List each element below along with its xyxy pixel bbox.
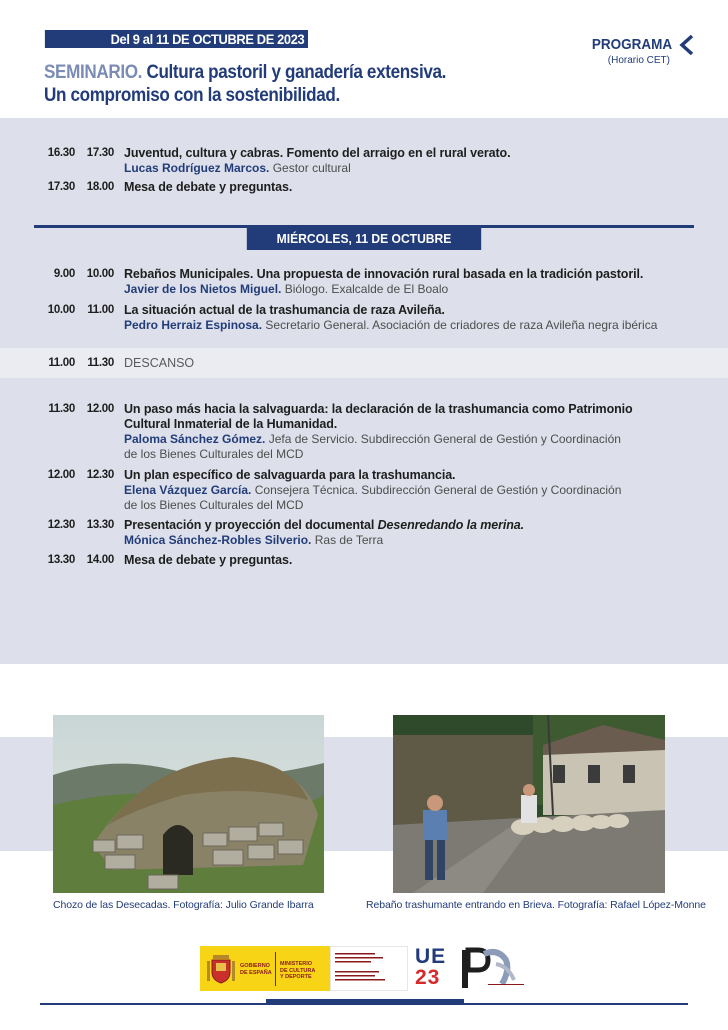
end-time: 11.30 bbox=[87, 357, 114, 369]
end-time: 17.30 bbox=[86, 147, 114, 159]
speaker bbox=[124, 483, 684, 498]
start-time: 11.00 bbox=[48, 357, 75, 369]
ue23-logo bbox=[415, 946, 446, 988]
start-time: 16.30 bbox=[47, 147, 75, 159]
session-title: La situación actual de la trashumancia de raza Avileña. bbox=[124, 303, 445, 317]
start-time: 12.30 bbox=[47, 519, 75, 531]
speaker-role: Gestor cultural bbox=[272, 161, 351, 175]
chevron-left-icon[interactable] bbox=[677, 34, 699, 56]
start-time: 17.30 bbox=[47, 181, 75, 193]
speaker-role: Secretario General. Asociación de criadores de raza Avileña negra ibérica bbox=[265, 318, 658, 332]
photo-rebano bbox=[393, 715, 665, 893]
gobierno-text: GOBIERNO DE ESPAÑA bbox=[240, 963, 272, 976]
speaker-name: Lucas Rodríguez Marcos. bbox=[124, 161, 270, 175]
ue-text: UE bbox=[415, 945, 447, 968]
end-time: 10.00 bbox=[86, 268, 114, 280]
start-time: 12.00 bbox=[47, 469, 75, 481]
title-line-2: Un compromiso con la sostenibilidad. bbox=[44, 85, 340, 106]
session-title: Rebaños Municipales. Una propuesta de innovación rural basada en la tradición pastoril. bbox=[124, 267, 644, 281]
speaker bbox=[124, 432, 684, 447]
speaker-role: Consejera Técnica. Subdirección General de Gestión y Coordinación bbox=[254, 483, 622, 497]
end-time: 12.30 bbox=[86, 469, 114, 481]
speaker bbox=[124, 161, 684, 176]
session-title: Juventud, cultura y cabras. Fomento del arraigo en el rural verato. bbox=[124, 146, 511, 160]
end-time: 13.30 bbox=[86, 519, 114, 531]
session-title: Mesa de debate y preguntas. bbox=[124, 180, 293, 194]
footer-tab bbox=[266, 999, 464, 1005]
session-title: Mesa de debate y preguntas. bbox=[124, 553, 293, 567]
start-time: 13.30 bbox=[47, 554, 75, 566]
programa-label: PROGRAMA bbox=[591, 36, 672, 53]
speaker-role-cont: de los Bienes Culturales del MCD bbox=[124, 498, 304, 512]
documentary-title: Desenredando la merina. bbox=[377, 518, 524, 532]
start-time: 9.00 bbox=[53, 268, 75, 280]
end-time: 14.00 bbox=[86, 554, 114, 566]
date-banner: Del 9 al 11 DE OCTUBRE DE 2023 bbox=[45, 30, 308, 48]
day-label: MIÉRCOLES, 11 DE OCTUBRE bbox=[247, 228, 481, 250]
logo-divider bbox=[275, 952, 276, 986]
title-main: Cultura pastoril y ganadería extensiva. bbox=[146, 62, 447, 83]
end-time: 11.00 bbox=[87, 304, 114, 316]
speaker-name: Elena Vázquez García. bbox=[124, 483, 252, 497]
session-title: Un paso más hacia la salvaguarda: la declaración de la trashumancia como Patrimonio bbox=[124, 402, 633, 416]
photo-chozo bbox=[53, 715, 324, 893]
session-title: Presentación y proyección del documental bbox=[124, 518, 375, 532]
start-time: 10.00 bbox=[47, 304, 75, 316]
photo-caption: Chozo de las Desecadas. Fotografía: Julio Grande Ibarra bbox=[53, 899, 314, 911]
speaker-role: Ras de Terra bbox=[314, 533, 384, 547]
title-lead: SEMINARIO. bbox=[44, 62, 143, 83]
horario-label: (Horario CET) bbox=[607, 55, 670, 66]
start-time: 11.30 bbox=[48, 403, 75, 415]
ministerio-detail bbox=[330, 946, 408, 991]
photo-caption: Rebaño trashumante entrando en Brieva. Fotografía: Rafael López-Monne bbox=[366, 899, 706, 911]
ue-year: 23 bbox=[415, 966, 441, 989]
ministerio-text: MINISTERIO DE CULTURA Y DEPORTE bbox=[280, 961, 316, 980]
speaker-name: Mónica Sánchez-Robles Silverio. bbox=[124, 533, 312, 547]
break-label: DESCANSO bbox=[124, 356, 195, 370]
speaker bbox=[124, 282, 684, 297]
speaker-role: Biólogo. Exalcalde de El Boalo bbox=[284, 282, 449, 296]
speaker-name: Javier de los Nietos Miguel. bbox=[124, 282, 282, 296]
speaker-name: Paloma Sánchez Gómez. bbox=[124, 432, 266, 446]
sponsor-logos bbox=[200, 946, 530, 994]
speaker bbox=[124, 533, 684, 548]
speaker bbox=[124, 318, 684, 333]
pci-logo bbox=[458, 946, 528, 991]
gobierno-logo bbox=[200, 946, 408, 991]
coat-of-arms-icon bbox=[206, 952, 236, 985]
speaker-role-cont: de los Bienes Culturales del MCD bbox=[124, 447, 304, 461]
end-time: 12.00 bbox=[86, 403, 114, 415]
page-title bbox=[44, 61, 446, 107]
session-title-cont: Cultural Inmaterial de la Humanidad. bbox=[124, 417, 338, 431]
ministerio-detail-lines bbox=[331, 947, 407, 990]
end-time: 18.00 bbox=[86, 181, 114, 193]
session-title: Un plan específico de salvaguarda para la trashumancia. bbox=[124, 468, 456, 482]
speaker-name: Pedro Herraiz Espinosa. bbox=[124, 318, 263, 332]
speaker-role: Jefa de Servicio. Subdirección General de Gestión y Coordinación bbox=[268, 432, 621, 446]
